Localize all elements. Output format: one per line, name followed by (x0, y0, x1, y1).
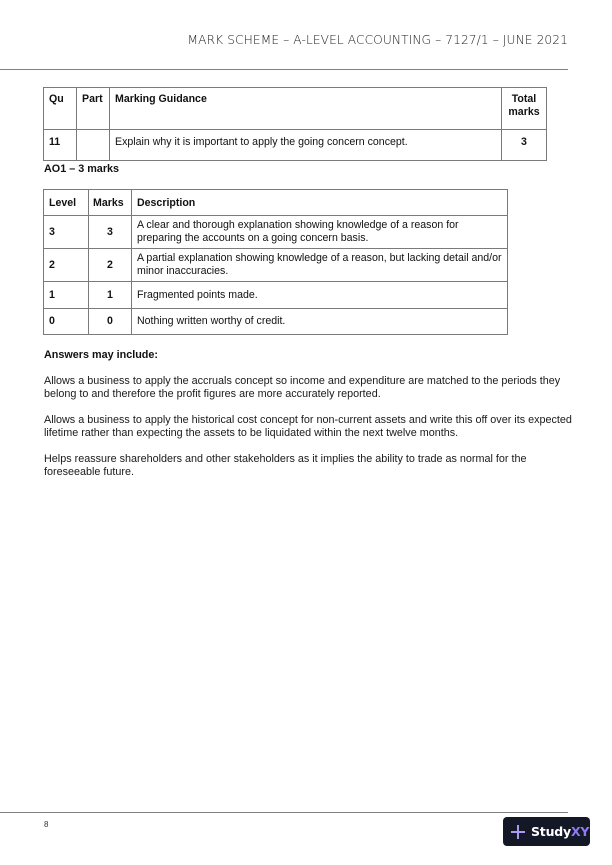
studyxy-badge[interactable] (503, 817, 590, 846)
marks-value: 0 (89, 309, 132, 335)
level-value: 3 (44, 216, 89, 249)
column-header-part: Part (77, 88, 110, 130)
marks-value: 1 (89, 282, 132, 309)
level-value: 0 (44, 309, 89, 335)
footer-divider (0, 812, 568, 813)
plus-icon (511, 825, 525, 839)
column-header-marking-guidance: Marking Guidance (110, 88, 502, 130)
levels-table (43, 189, 508, 335)
column-header-level: Level (44, 190, 89, 216)
table-row (44, 130, 547, 161)
total-label-line1: Total (511, 93, 537, 105)
column-header-marks: Marks (89, 190, 132, 216)
question-number: 11 (44, 130, 77, 161)
question-part (77, 130, 110, 161)
brand-logo-text (531, 824, 589, 839)
question-total-marks: 3 (502, 130, 547, 161)
page-header-title: MARK SCHEME – A-LEVEL ACCOUNTING – 7127/1 – JUNE 2021 (187, 33, 568, 47)
table-row (44, 282, 508, 309)
answers-heading: Answers may include: (44, 349, 159, 361)
levels-table-header-row (44, 190, 508, 216)
level-description: Nothing written worthy of credit. (132, 309, 508, 335)
table-row (44, 216, 508, 249)
table-row (44, 309, 508, 335)
question-table (43, 87, 547, 161)
answer-paragraph: Allows a business to apply the historical cost concept for non-current assets and write this off over its expected lifetime rather than expecting the assets to be liquidated within the next twelve months. (44, 414, 572, 439)
header-divider (0, 69, 568, 70)
level-value: 2 (44, 249, 89, 282)
column-header-description: Description (132, 190, 508, 216)
total-label-line2: marks (508, 106, 540, 118)
question-table-header-row (44, 88, 547, 130)
question-guidance: Explain why it is important to apply the going concern concept. (110, 130, 502, 161)
brand-text-xy: XY (570, 824, 590, 839)
table-row (44, 249, 508, 282)
level-value: 1 (44, 282, 89, 309)
level-description: A partial explanation showing knowledge of a reason, but lacking detail and/or minor inaccuracies. (132, 249, 508, 282)
assessment-objective-title: AO1 – 3 marks (44, 163, 120, 175)
page-number: 8 (44, 820, 49, 829)
level-description: Fragmented points made. (132, 282, 508, 309)
column-header-qu: Qu (44, 88, 77, 130)
marks-value: 3 (89, 216, 132, 249)
column-header-total-marks (502, 88, 547, 130)
brand-text-study: Study (531, 824, 571, 839)
level-description: A clear and thorough explanation showing knowledge of a reason for preparing the accounts on a going concern basis. (132, 216, 508, 249)
answer-paragraph: Helps reassure shareholders and other stakeholders as it implies the ability to trade as normal for the foreseeable future. (44, 453, 527, 478)
marks-value: 2 (89, 249, 132, 282)
answer-paragraph: Allows a business to apply the accruals concept so income and expenditure are matched to the periods they belong to and therefore the profit figures are more accurately reported. (44, 375, 561, 400)
